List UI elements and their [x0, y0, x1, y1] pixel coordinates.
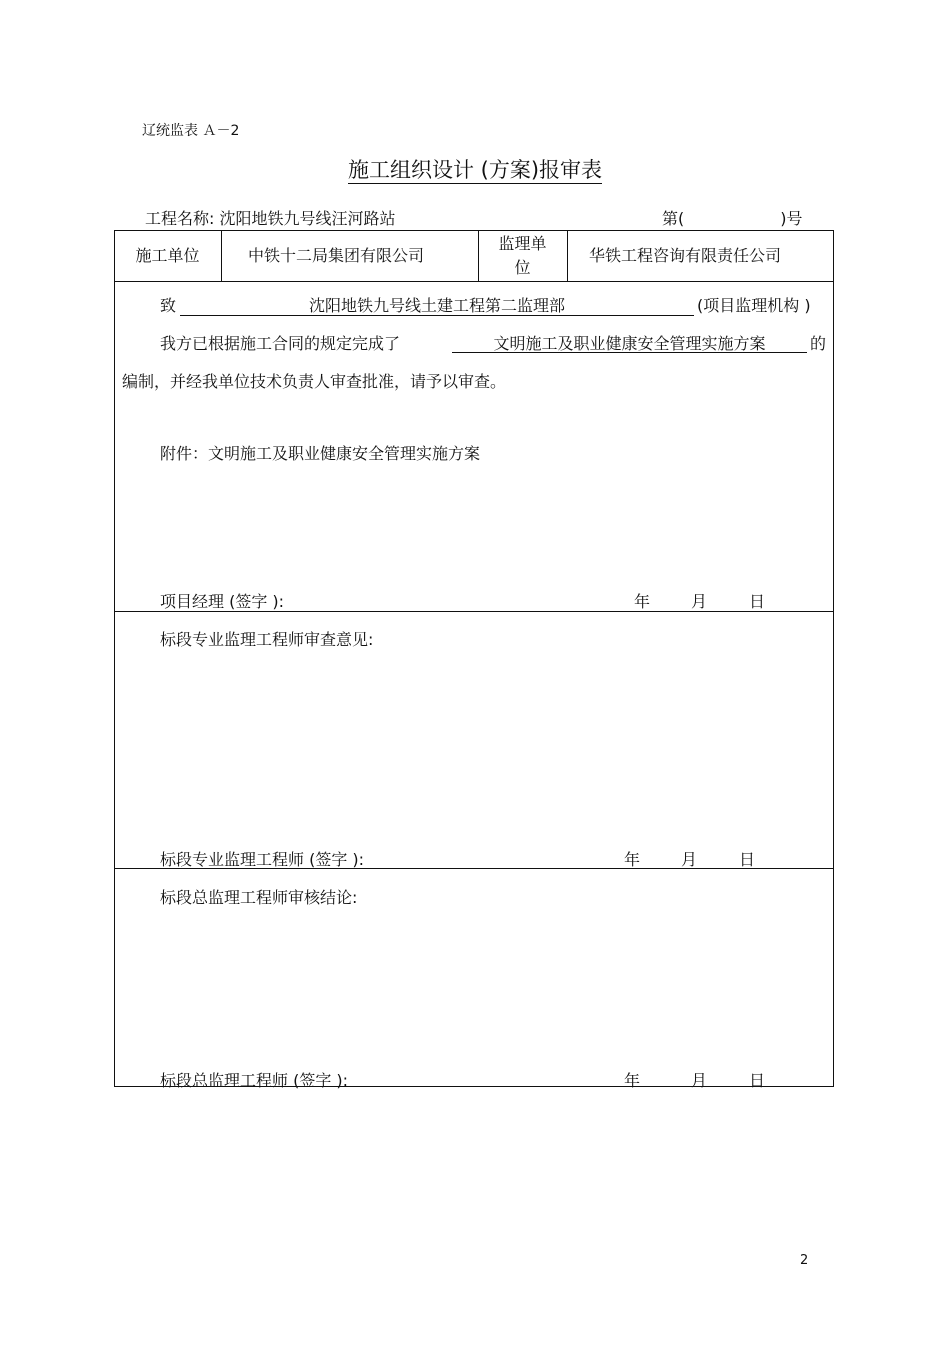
- to-suffix: (项目监理机构 ): [697, 296, 811, 315]
- review-title: 标段专业监理工程师审查意见:: [160, 630, 374, 649]
- review-sign-label: 标段专业监理工程师 (签字 ):: [160, 850, 365, 869]
- date-day: 日: [749, 592, 766, 611]
- date-month: 月: [691, 1071, 708, 1090]
- col-divider-3: [567, 230, 568, 281]
- number-prefix: 第(: [662, 209, 685, 228]
- supervisor-label-line1: 监理单: [498, 234, 547, 253]
- supervisor-value[interactable]: 华铁工程咨询有限责任公司: [589, 246, 782, 265]
- page-number: 2: [800, 1253, 809, 1268]
- number-suffix: )号: [780, 209, 803, 228]
- supervisor-label-line2: 位: [514, 258, 531, 277]
- contractor-value[interactable]: 中铁十二局集团有限公司: [248, 246, 425, 265]
- manager-sign-label: 项目经理 (签字 ):: [160, 592, 285, 611]
- form-code: 辽统监表 Ａ－2: [142, 123, 240, 139]
- plan-underline: [452, 352, 807, 353]
- date-year: 年: [624, 850, 641, 869]
- project-name-row: [145, 206, 396, 229]
- plan-name[interactable]: 文明施工及职业健康安全管理实施方案: [493, 334, 766, 353]
- attachment: 附件：文明施工及职业健康安全管理实施方案: [160, 444, 481, 463]
- date-month: 月: [681, 850, 698, 869]
- date-year: 年: [634, 592, 651, 611]
- application-line2: 编制，并经我单位技术负责人审查批准，请予以审查。: [122, 372, 507, 391]
- date-day: 日: [739, 850, 756, 869]
- form-table: [114, 230, 834, 1087]
- document-number: [662, 206, 803, 229]
- supervisor-label: [478, 232, 567, 280]
- project-label: 工程名称:: [145, 209, 215, 228]
- to-label: 致: [160, 296, 177, 315]
- date-month: 月: [691, 592, 708, 611]
- application-line1-suffix: 的: [810, 334, 827, 353]
- contractor-label: 施工单位: [135, 246, 200, 265]
- title-text: 施工组织设计 (方案)报审表: [347, 158, 603, 182]
- to-underline: [180, 315, 694, 316]
- project-name: 沈阳地铁九号线汪河路站: [219, 209, 396, 228]
- date-year: 年: [624, 1071, 641, 1090]
- application-line1-prefix: 我方已根据施工合同的规定完成了: [160, 334, 401, 353]
- col-divider-1: [221, 230, 222, 281]
- approval-sign-label: 标段总监理工程师 (签字 ):: [160, 1071, 349, 1090]
- row-divider-units: [114, 281, 834, 282]
- approval-title: 标段总监理工程师审核结论:: [160, 888, 358, 907]
- page-title: [0, 154, 950, 184]
- to-value[interactable]: 沈阳地铁九号线土建工程第二监理部: [308, 296, 565, 315]
- date-day: 日: [749, 1071, 766, 1090]
